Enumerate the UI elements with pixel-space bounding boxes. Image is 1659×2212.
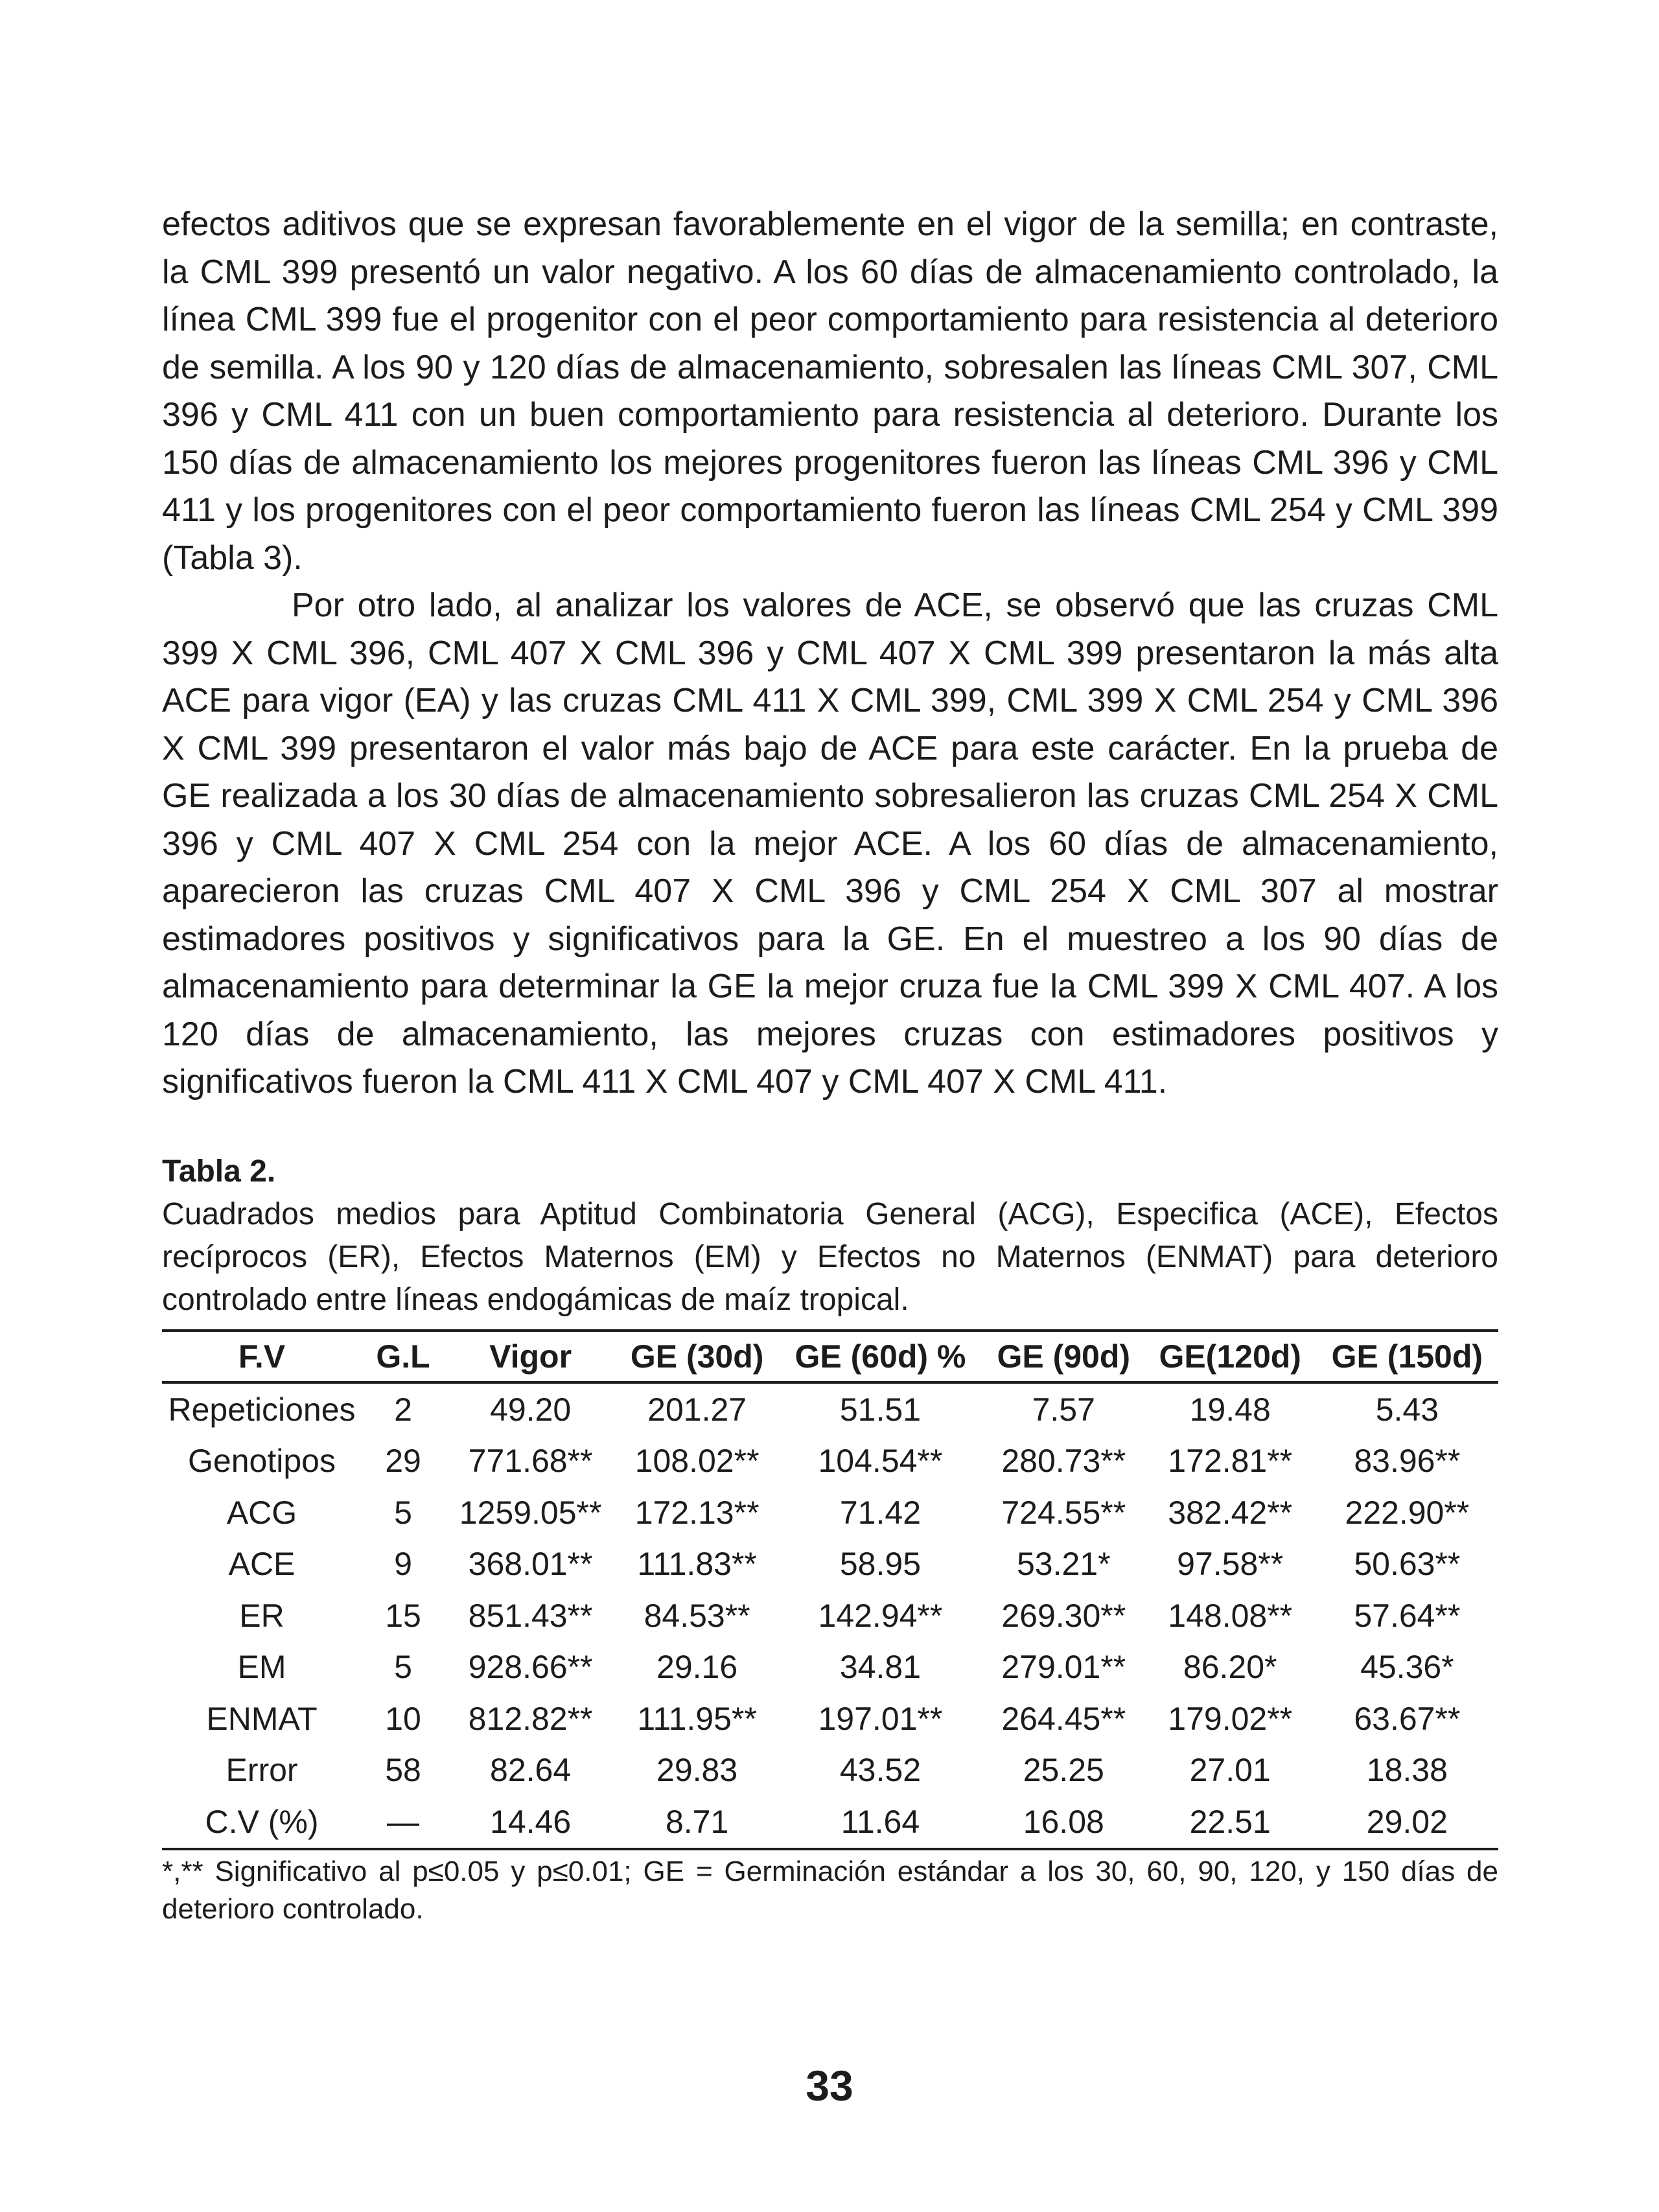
table-body	[162, 1382, 1498, 1849]
paragraph-1: efectos aditivos que se expresan favorablemente en el vigor de la semilla; en contraste, la CML 399 presentó un valor negativo. A los 60 días de almacenamiento controlado, la línea CML 399 fue el progenitor con el peor comportamiento para resistencia al deterioro de semilla. A los 90 y 120 días de almacenamiento, sobresalen las líneas CML 307, CML 396 y CML 411 con un buen comportamiento para resistencia al deterioro. Durante los 150 días de almacenamiento los mejores progenitores fueron las líneas CML 396 y CML 411 y los progenitores con el peor comportamiento fueron las líneas CML 254 y CML 399 (Tabla 3).	[162, 205, 1498, 577]
table-cell: 812.82**	[468, 1700, 593, 1737]
table-cell: 82.64	[490, 1752, 572, 1789]
paragraph-2: Por otro lado, al analizar los valores de ACE, se observó que las cruzas CML 399 X CML 396, CML 407 X CML 396 y CML 407 X CML 399 presentaron la más alta ACE para vigor (EA) y las cruzas CML 411 X CML 399, CML 399 X CML 254 y CML 396 X CML 399 presentaron el valor más bajo de ACE para este carácter. En la prueba de GE realizada a los 30 días de almacenamiento sobresalieron las cruzas CML 254 X CML 396 y CML 407 X CML 254 con la mejor ACE. A los 60 días de almacenamiento, aparecieron las cruzas CML 407 X CML 396 y CML 254 X CML 307 al mostrar estimadores positivos y significativos para la GE. En el muestreo a los 90 días de almacenamiento para determinar la GE la mejor cruza fue la CML 399 X CML 407. A los 120 días de almacenamiento, las mejores cruzas con estimadores positivos y significativos fueron la CML 411 X CML 407 y CML 407 X CML 411.	[162, 587, 1498, 1100]
table-cell: 7.57	[1032, 1391, 1095, 1428]
table-cell: 43.52	[839, 1752, 921, 1789]
table-cell: 724.55**	[1001, 1494, 1126, 1531]
table-cell: 142.94**	[818, 1597, 943, 1634]
table-row	[162, 1539, 1498, 1590]
table-cell: 5.43	[1375, 1391, 1439, 1428]
table-cell: 29.83	[656, 1752, 738, 1789]
table-cell: 58.95	[839, 1546, 921, 1583]
anova-table	[162, 1329, 1498, 1850]
table-row	[162, 1487, 1498, 1539]
table-cell: 14.46	[490, 1803, 572, 1840]
table-caption: Cuadrados medios para Aptitud Combinatoria General (ACG), Especifica (ACE), Efectos recíprocos (ER), Efectos Maternos (EM) y Efectos no Maternos (ENMAT) para deterioro controlado entre líneas endogámicas de maíz tropical.	[162, 1197, 1498, 1317]
table-cell: 111.95**	[637, 1700, 757, 1737]
header-cell: GE(120d)	[1144, 1331, 1316, 1382]
table-cell: 148.08**	[1168, 1597, 1293, 1634]
row-label: ACG	[226, 1494, 297, 1531]
table-cell: 851.43**	[468, 1597, 593, 1634]
table-row	[162, 1436, 1498, 1487]
table-cell: 11.64	[841, 1803, 920, 1840]
table-cell: 29.02	[1366, 1803, 1448, 1840]
table-cell: 111.83**	[637, 1546, 757, 1583]
table-cell: 172.81**	[1168, 1443, 1293, 1480]
row-label: ER	[239, 1597, 284, 1634]
body-text	[162, 201, 1498, 1106]
table-cell: 8.71	[665, 1803, 729, 1840]
table-cell: 22.51	[1189, 1803, 1271, 1840]
table-cell: 9	[394, 1546, 412, 1583]
table-cell: 279.01**	[1001, 1649, 1126, 1686]
row-label: ACE	[228, 1546, 296, 1583]
header-cell: Vigor	[445, 1331, 616, 1382]
table-title: Tabla 2.	[162, 1154, 276, 1189]
table-cell: 16.08	[1023, 1803, 1104, 1840]
header-cell: G.L	[362, 1331, 445, 1382]
table-cell: 269.30**	[1001, 1597, 1126, 1634]
table-cell: 58	[385, 1752, 421, 1789]
row-label: Error	[226, 1752, 298, 1789]
table-cell: 86.20*	[1183, 1649, 1277, 1686]
table-cell: 10	[385, 1700, 421, 1737]
table-cell: 1259.05**	[459, 1494, 602, 1531]
header-cell: F.V	[162, 1331, 362, 1382]
table-cell: 5	[394, 1649, 412, 1686]
table-cell: 928.66**	[468, 1649, 593, 1686]
table-row	[162, 1745, 1498, 1797]
table-cell: 264.45**	[1001, 1700, 1126, 1737]
row-label: ENMAT	[206, 1700, 318, 1737]
table-cell: 179.02**	[1168, 1700, 1293, 1737]
header-cell: GE (30d)	[616, 1331, 778, 1382]
table-cell: 15	[385, 1597, 421, 1634]
table-cell: 201.27	[647, 1391, 747, 1428]
header-cell: GE (60d) %	[778, 1331, 983, 1382]
header-cell: GE (150d)	[1316, 1331, 1498, 1382]
row-label: EM	[237, 1649, 286, 1686]
table-cell: 18.38	[1366, 1752, 1448, 1789]
table-cell: 34.81	[839, 1649, 921, 1686]
table-header	[162, 1331, 1498, 1382]
row-label: Genotipos	[188, 1443, 336, 1480]
table-cell: 771.68**	[468, 1443, 593, 1480]
table-cell: 51.51	[839, 1391, 921, 1428]
table-cell: 382.42**	[1168, 1494, 1293, 1531]
table-cell: 45.36*	[1360, 1649, 1454, 1686]
table-cell: 97.58**	[1177, 1546, 1284, 1583]
table-cell: 29.16	[656, 1649, 738, 1686]
table-row	[162, 1642, 1498, 1694]
table-cell: 63.67**	[1354, 1700, 1461, 1737]
table-cell: 83.96**	[1354, 1443, 1461, 1480]
header-cell: GE (90d)	[983, 1331, 1144, 1382]
table-cell: 222.90**	[1345, 1494, 1470, 1531]
table-cell: 27.01	[1189, 1752, 1271, 1789]
table-cell: 2	[394, 1391, 412, 1428]
row-label: C.V (%)	[205, 1803, 319, 1840]
table-row	[162, 1796, 1498, 1849]
table-cell: 368.01**	[468, 1546, 593, 1583]
table-cell: 19.48	[1189, 1391, 1271, 1428]
table-cell: 25.25	[1023, 1752, 1104, 1789]
table-cell: 5	[394, 1494, 412, 1531]
table-cell: 29	[385, 1443, 421, 1480]
table-row	[162, 1382, 1498, 1436]
table-row	[162, 1590, 1498, 1642]
table-cell: 104.54**	[818, 1443, 943, 1480]
table-footnote: *,** Significativo al p≤0.05 y p≤0.01; GE = Germinación estándar a los 30, 60, 90, 120, y 150 días de deterioro controlado.	[162, 1855, 1498, 1925]
table-cell: 280.73**	[1001, 1443, 1126, 1480]
table-cell: 53.21*	[1016, 1546, 1111, 1583]
page-number: 33	[806, 2062, 853, 2110]
row-label: Repeticiones	[168, 1391, 356, 1428]
table-cell: 57.64**	[1354, 1597, 1461, 1634]
table-block	[162, 1150, 1498, 1928]
table-row	[162, 1693, 1498, 1745]
table-cell: 108.02**	[634, 1443, 760, 1480]
table-cell: 172.13**	[634, 1494, 760, 1531]
table-cell: —	[387, 1803, 419, 1840]
table-cell: 49.20	[490, 1391, 572, 1428]
table-cell: 84.53**	[644, 1597, 750, 1634]
table-cell: 50.63**	[1354, 1546, 1461, 1583]
table-cell: 71.42	[839, 1494, 921, 1531]
table-cell: 197.01**	[818, 1700, 943, 1737]
header-row	[162, 1331, 1498, 1382]
